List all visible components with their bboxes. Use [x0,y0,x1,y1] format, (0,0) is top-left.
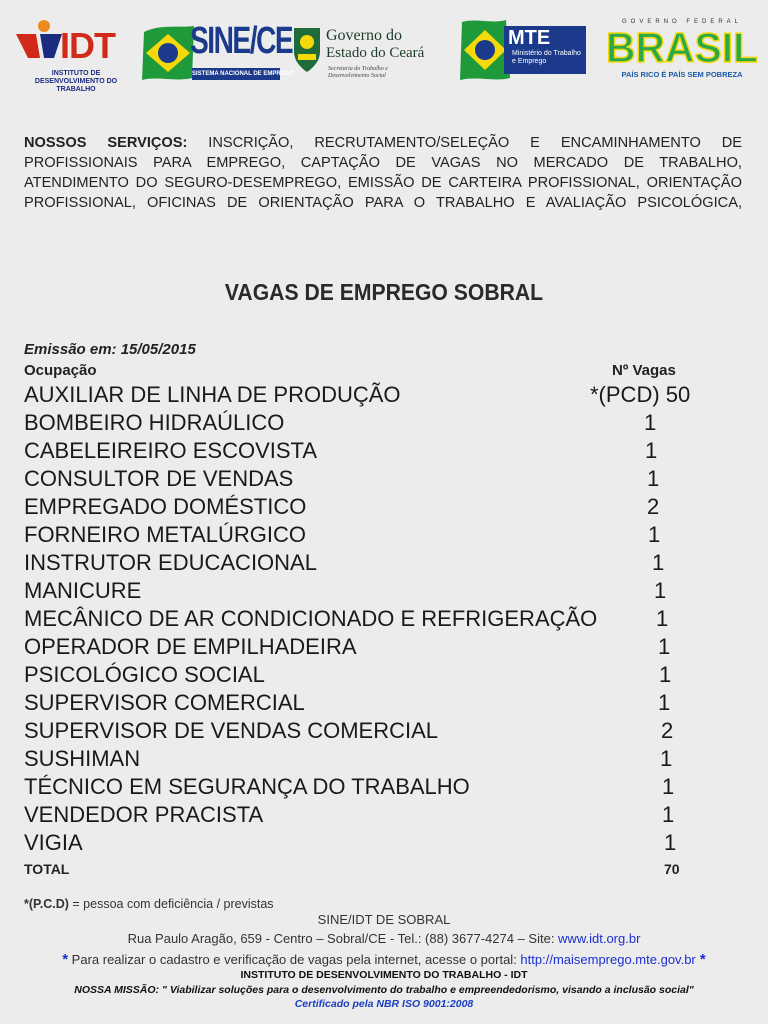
idt-emblem-icon [14,18,64,62]
job-name: EMPREGADO DOMÉSTICO [24,494,307,519]
job-row [0,801,768,829]
job-row [0,381,768,409]
services-label: NOSSOS SERVIÇOS: [24,135,188,151]
idt-logo-subtitle: INSTITUTO DE DESENVOLVIMENTO DO TRABALHO [34,70,118,93]
job-name: INSTRUTOR EDUCACIONAL [24,550,317,575]
brasil-logo-text: BRASIL [606,24,758,71]
sine-logo-text: SINE/CE [190,20,293,62]
job-name: SUSHIMAN [24,746,141,771]
pcd-note [24,897,274,911]
job-count: 1 [659,662,672,687]
pcd-abbreviation: *(P.C.D) [24,897,69,911]
job-count: 1 [654,578,667,603]
job-name: FORNEIRO METALÚRGICO [24,522,306,547]
occupation-column-header: Ocupação [24,362,97,379]
job-count: 1 [658,690,671,715]
job-name: AUXILIAR DE LINHA DE PRODUÇÃO [24,382,401,407]
job-count: 1 [662,802,675,827]
job-row [0,633,768,661]
register-text: Para realizar o cadastro e verificação de vagas pela internet, acesse o portal: [68,952,521,967]
mte-logo-subtitle: Ministério do Trabalho e Emprego [512,50,581,65]
job-row [0,409,768,437]
brasil-logo-top-text: GOVERNO FEDERAL [621,19,742,25]
idt-logo [14,10,126,98]
governo-ceara-logo [288,16,448,88]
job-row [0,717,768,745]
job-count: 1 [662,774,675,799]
job-count: 1 [660,746,673,771]
job-name: VIGIA [24,830,83,855]
job-row [0,773,768,801]
job-name: OPERADOR DE EMPILHADEIRA [24,634,357,659]
certification-note: Certificado pela NBR ISO 9001:2008 [294,998,474,1010]
job-row [0,465,768,493]
vacancies-column-header: Nº Vagas [612,362,676,379]
job-row [0,745,768,773]
job-count: 1 [648,522,661,547]
job-count: 1 [652,550,665,575]
job-count: 1 [645,438,658,463]
total-label: TOTAL [24,861,70,877]
portal-link[interactable]: http://maisemprego.mte.gov.br [520,952,696,967]
emission-date: Emissão em: 15/05/2015 [24,341,196,358]
ceara-logo-line1: Governo do [326,27,402,44]
job-count: 1 [658,634,671,659]
job-name: VENDEDOR PRACISTA [24,802,264,827]
brazil-flag-icon [140,24,196,82]
job-row [0,577,768,605]
sine-logo [140,18,295,84]
job-count: 1 [656,606,669,631]
job-row [0,689,768,717]
job-name: SUPERVISOR DE VENDAS COMERCIAL [24,718,439,743]
logo-bar [12,8,762,98]
job-count: *(PCD) 50 [590,382,691,407]
address-text: Rua Paulo Aragão, 659 - Centro – Sobral/CE - Tel.: (88) 3677-4274 – Site: [127,931,559,946]
job-name: SUPERVISOR COMERCIAL [24,690,305,715]
ceara-crest-icon [290,22,324,74]
job-count: 1 [664,830,677,855]
mission-statement: NOSSA MISSÃO: " Viabilizar soluções para o desenvolvimento do trabalho e empreendedorismo, visando a inclusão social" [74,984,694,996]
job-row [0,661,768,689]
job-name: CONSULTOR DE VENDAS [24,466,294,491]
job-row [0,549,768,577]
job-count: 2 [647,494,660,519]
site-link[interactable]: www.idt.org.br [558,931,641,946]
mte-logo [456,18,586,82]
register-star: * [62,951,69,968]
job-name: MANICURE [24,578,142,603]
brasil-logo-slogan: PAÍS RICO É PAÍS SEM POBREZA [621,70,743,79]
job-row [0,437,768,465]
register-star-end: * [695,951,706,968]
brasil-logo-wordmark [604,24,760,71]
job-row [0,493,768,521]
mte-logo-text: MTE [508,27,551,49]
sine-logo-subtitle: SISTEMA NACIONAL DE EMPREGO [192,68,280,80]
job-count: 2 [661,718,674,743]
job-name: TÉCNICO EM SEGURANÇA DO TRABALHO [24,774,470,799]
register-note [0,951,768,968]
job-row [0,521,768,549]
job-name: MECÂNICO DE AR CONDICIONADO E REFRIGERAÇÃO [24,606,598,631]
services-text: INSCRIÇÃO, RECRUTAMENTO/SELEÇÃO E ENCAMINHAMENTO DE PROFISSIONAIS PARA EMPREGO, CAPTAÇÃO DE VAGAS NO MERCADO DE TRABALHO, ATENDIMENTO DO SEGURO-DESEMPREGO, EMISSÃO DE CARTEIRA PROFISSIONAL, ORIENTAÇÃO PROFISSIONAL, OFICINAS DE ORIENTAÇÃO PARA O TRABALHO E AVALIAÇÃO PSICOLÓGICA, [24,135,743,211]
idt-logo-text: IDT [60,25,115,66]
job-row [0,605,768,633]
services-paragraph [24,133,742,213]
office-address [0,931,768,946]
brasil-logo [604,18,760,88]
page-title: VAGAS DE EMPREGO SOBRAL [224,279,544,305]
job-name: CABELEIREIRO ESCOVISTA [24,438,318,463]
ceara-logo-subtitle: Secretaria do Trabalho e Desenvolvimento Social [328,66,388,79]
total-value: 70 [664,861,680,877]
job-count: 1 [644,410,657,435]
job-name: BOMBEIRO HIDRAÚLICO [24,410,285,435]
job-row [0,829,768,857]
job-name: PSICOLÓGICO SOCIAL [24,662,265,687]
institute-name: INSTITUTO DE DESENVOLVIMENTO DO TRABALHO - IDT [240,969,528,981]
pcd-definition: = pessoa com deficiência / previstas [68,897,274,911]
office-name: SINE/IDT DE SOBRAL [317,912,451,927]
job-count: 1 [647,466,660,491]
ceara-logo-line2: Estado do Ceará [326,45,425,61]
